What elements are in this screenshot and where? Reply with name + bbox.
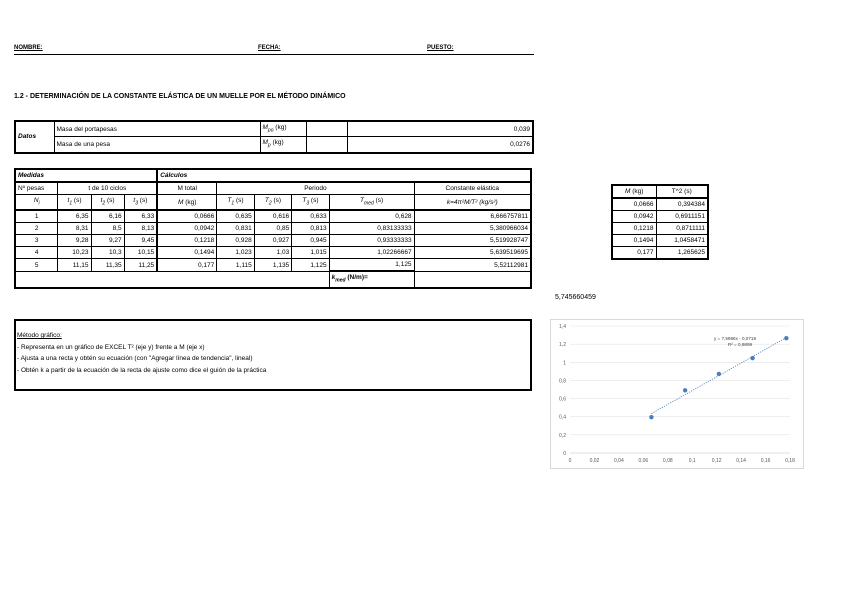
aux-cell-t2[interactable]: 0,394384	[656, 198, 708, 211]
cell-t3[interactable]: 1,015	[292, 247, 329, 259]
col-npesas: Nº pesas	[15, 182, 58, 195]
aux-row	[612, 235, 708, 247]
calculos-title: Cálculos	[157, 169, 531, 182]
cell-n[interactable]: 5	[15, 259, 58, 272]
cell-m[interactable]: 0,0666	[157, 210, 217, 223]
cell-t2[interactable]: 0,616	[254, 210, 291, 223]
kmed-spacer	[15, 271, 329, 287]
x-tick-label: 0,1	[688, 458, 696, 464]
cell-t3[interactable]: 8,13	[124, 223, 157, 235]
sub-T2: $T_2$ (s)	[254, 195, 291, 211]
x-tick-label: 0,04	[614, 458, 624, 464]
sub-t2: $t_2$ (s)	[91, 195, 124, 211]
y-tick-label: 0,4	[559, 414, 566, 421]
cell-n[interactable]: 4	[15, 247, 58, 259]
data-point	[683, 388, 687, 392]
x-tick-label: 0,06	[638, 458, 649, 464]
datos-row-symbol: $M_p$ (kg)	[260, 137, 306, 153]
cell-t3[interactable]: 0,813	[292, 223, 329, 235]
kmed-empty	[414, 271, 531, 287]
datos-row-name: Masa del portapesas	[54, 121, 260, 137]
metodo-line-3: - Obtén k a partir de la ecuación de la recta de ajuste como dice el guión de la práctica	[17, 366, 267, 374]
cell-t2[interactable]: 11,35	[91, 259, 124, 272]
datos-row-symbol: $M_{po}$ (kg)	[260, 121, 306, 137]
aux-cell-t2[interactable]: 0,8711111	[656, 223, 708, 235]
trendline-equation: y = 7,5986x - 0,0719	[713, 336, 757, 341]
sub-ni: $N_i$	[15, 195, 58, 211]
metodo-title: Método gráfico:	[17, 332, 62, 339]
cell-t2[interactable]: 0,85	[254, 223, 291, 235]
col-constante: Constante elástica	[414, 182, 531, 195]
aux-cell-m[interactable]: 0,1218	[612, 223, 656, 235]
cell-k[interactable]: 5,52112981	[414, 259, 531, 272]
aux-cell-m[interactable]: 0,0942	[612, 211, 656, 223]
cell-t2[interactable]: 9,27	[91, 235, 124, 247]
cell-m[interactable]: 0,177	[157, 259, 217, 272]
cell-t3[interactable]: 1,125	[292, 259, 329, 272]
medidas-row	[15, 223, 531, 235]
aux-cell-m[interactable]: 0,1494	[612, 235, 656, 247]
cell-t2[interactable]: 0,927	[254, 235, 291, 247]
cell-t1[interactable]: 0,928	[217, 235, 254, 247]
medidas-row	[15, 235, 531, 247]
kmed-value[interactable]: 5,745660459	[555, 294, 596, 301]
medidas-title: Medidas	[15, 169, 157, 182]
cell-tmed[interactable]: 0,83133333	[329, 223, 414, 235]
aux-col-t2: T^2 (s)	[656, 185, 708, 198]
aux-cell-m[interactable]: 0,177	[612, 247, 656, 260]
col-periodo: Periodo	[217, 182, 414, 195]
cell-t1[interactable]: 1,023	[217, 247, 254, 259]
cell-t1[interactable]: 6,35	[58, 210, 91, 223]
cell-n[interactable]: 1	[15, 210, 58, 223]
sub-Tmed: $T_{med}$ (s)	[329, 195, 414, 211]
data-point	[750, 356, 754, 360]
data-point	[784, 336, 788, 340]
medidas-body	[15, 210, 531, 271]
aux-cell-t2[interactable]: 1,0458471	[656, 235, 708, 247]
aux-cell-t2[interactable]: 1,265625	[656, 247, 708, 260]
cell-t2[interactable]: 10,3	[91, 247, 124, 259]
cell-t1[interactable]: 1,115	[217, 259, 254, 272]
cell-t2[interactable]: 8,5	[91, 223, 124, 235]
cell-n[interactable]: 2	[15, 223, 58, 235]
col-mtotal: M total	[157, 182, 217, 195]
y-tick-label: 0,6	[559, 396, 566, 403]
cell-k[interactable]: 6,666757811	[414, 210, 531, 223]
datos-empty-cell[interactable]	[306, 137, 347, 153]
aux-row	[612, 223, 708, 235]
medidas-table	[14, 168, 532, 289]
x-tick-label: 0,02	[589, 458, 600, 464]
cell-k[interactable]: 5,519928747	[414, 235, 531, 247]
kmed-label: $k_{med}$ (N/m)=	[329, 271, 414, 287]
datos-row-name: Masa de una pesa	[54, 137, 260, 153]
cell-t1[interactable]: 11,15	[58, 259, 91, 272]
col-t10: t de 10 ciclos	[58, 182, 157, 195]
cell-t1[interactable]: 0,831	[217, 223, 254, 235]
aux-col-m: M (kg)	[612, 185, 656, 198]
aux-cell-m[interactable]: 0,0666	[612, 198, 656, 211]
header-underline	[14, 54, 534, 55]
sub-m: M (kg)	[157, 195, 217, 211]
datos-row-value[interactable]: 0,0276	[347, 137, 533, 153]
data-point	[717, 372, 721, 376]
cell-t2[interactable]: 1,03	[254, 247, 291, 259]
datos-empty-cell[interactable]	[306, 121, 347, 137]
y-tick-label: 0,2	[559, 432, 566, 439]
x-tick-label: 0	[568, 458, 572, 464]
cell-t3[interactable]: 6,33	[124, 210, 157, 223]
cell-t3[interactable]: 0,633	[292, 210, 329, 223]
y-tick-label: 0	[563, 451, 566, 457]
y-tick-label: 1,4	[559, 324, 566, 330]
medidas-row	[15, 210, 531, 223]
cell-n[interactable]: 3	[15, 235, 58, 247]
medidas-row	[15, 247, 531, 259]
y-tick-label: 0,8	[559, 378, 566, 385]
cell-tmed[interactable]: 0,93333333	[329, 235, 414, 247]
cell-k[interactable]: 5,380966034	[414, 223, 531, 235]
datos-table	[14, 120, 534, 154]
metodo-box	[14, 319, 532, 391]
cell-t2[interactable]: 1,135	[254, 259, 291, 272]
y-tick-label: 1	[563, 360, 566, 367]
x-tick-label: 0,18	[785, 458, 795, 464]
cell-m[interactable]: 0,0942	[157, 223, 217, 235]
chart-border	[551, 320, 804, 469]
scatter-chart[interactable]	[550, 319, 804, 469]
section-title: 1.2 - DETERMINACIÓN DE LA CONSTANTE ELÁSTICA DE UN MUELLE POR EL MÉTODO DINÁMICO	[14, 93, 346, 100]
x-tick-label: 0,14	[736, 458, 746, 464]
x-tick-label: 0,16	[760, 458, 771, 464]
nombre-label: NOMBRE:	[14, 45, 43, 51]
cell-t3[interactable]: 11,25	[124, 259, 157, 272]
aux-cell-t2[interactable]: 0,6911151	[656, 211, 708, 223]
cell-t1[interactable]: 10,23	[58, 247, 91, 259]
cell-t2[interactable]: 6,16	[91, 210, 124, 223]
sub-t1: $t_1$ (s)	[58, 195, 91, 211]
cell-t1[interactable]: 8,31	[58, 223, 91, 235]
sub-k: k=4π²M/T² (kg/s²)	[414, 195, 531, 211]
sub-T3: $T_3$ (s)	[292, 195, 329, 211]
cell-t1[interactable]: 0,635	[217, 210, 254, 223]
cell-t3[interactable]: 10,15	[124, 247, 157, 259]
aux-row	[612, 198, 708, 211]
metodo-line-2: - Ajusta a una recta y obtén su ecuación (con "Agregar línea de tendencia", lineal)	[17, 355, 253, 362]
datos-label: Datos	[15, 121, 54, 153]
cell-m[interactable]: 0,1494	[157, 247, 217, 259]
fecha-label: FECHA:	[258, 45, 281, 51]
cell-t1[interactable]: 9,28	[58, 235, 91, 247]
aux-table	[611, 184, 709, 260]
chart-container[interactable]	[550, 319, 804, 469]
metodo-line-1: - Representa en un gráfico de EXCEL T² (eje y) frente a M (eje x)	[17, 343, 205, 351]
x-tick-label: 0,08	[662, 458, 673, 464]
cell-tmed[interactable]: 0,628	[329, 210, 414, 223]
data-point	[649, 415, 653, 419]
trendline-r2: R² = 0,9899	[727, 342, 753, 347]
cell-t3[interactable]: 0,945	[292, 235, 329, 247]
datos-row-value[interactable]: 0,039	[347, 121, 533, 137]
cell-t3[interactable]: 9,45	[124, 235, 157, 247]
aux-row	[612, 211, 708, 223]
cell-tmed[interactable]: 1,02266667	[329, 247, 414, 259]
aux-row	[612, 247, 708, 260]
y-tick-label: 1,2	[559, 342, 566, 349]
aux-body	[612, 198, 708, 259]
sub-T1: $T_1$ (s)	[217, 195, 254, 211]
sub-t3: $t_3$ (s)	[124, 195, 157, 211]
cell-k[interactable]: 5,639519695	[414, 247, 531, 259]
cell-m[interactable]: 0,1218	[157, 235, 217, 247]
puesto-label: PUESTO:	[427, 45, 454, 51]
medidas-row	[15, 259, 531, 272]
cell-tmed[interactable]: 1,125	[329, 259, 414, 272]
x-tick-label: 0,12	[711, 458, 722, 464]
